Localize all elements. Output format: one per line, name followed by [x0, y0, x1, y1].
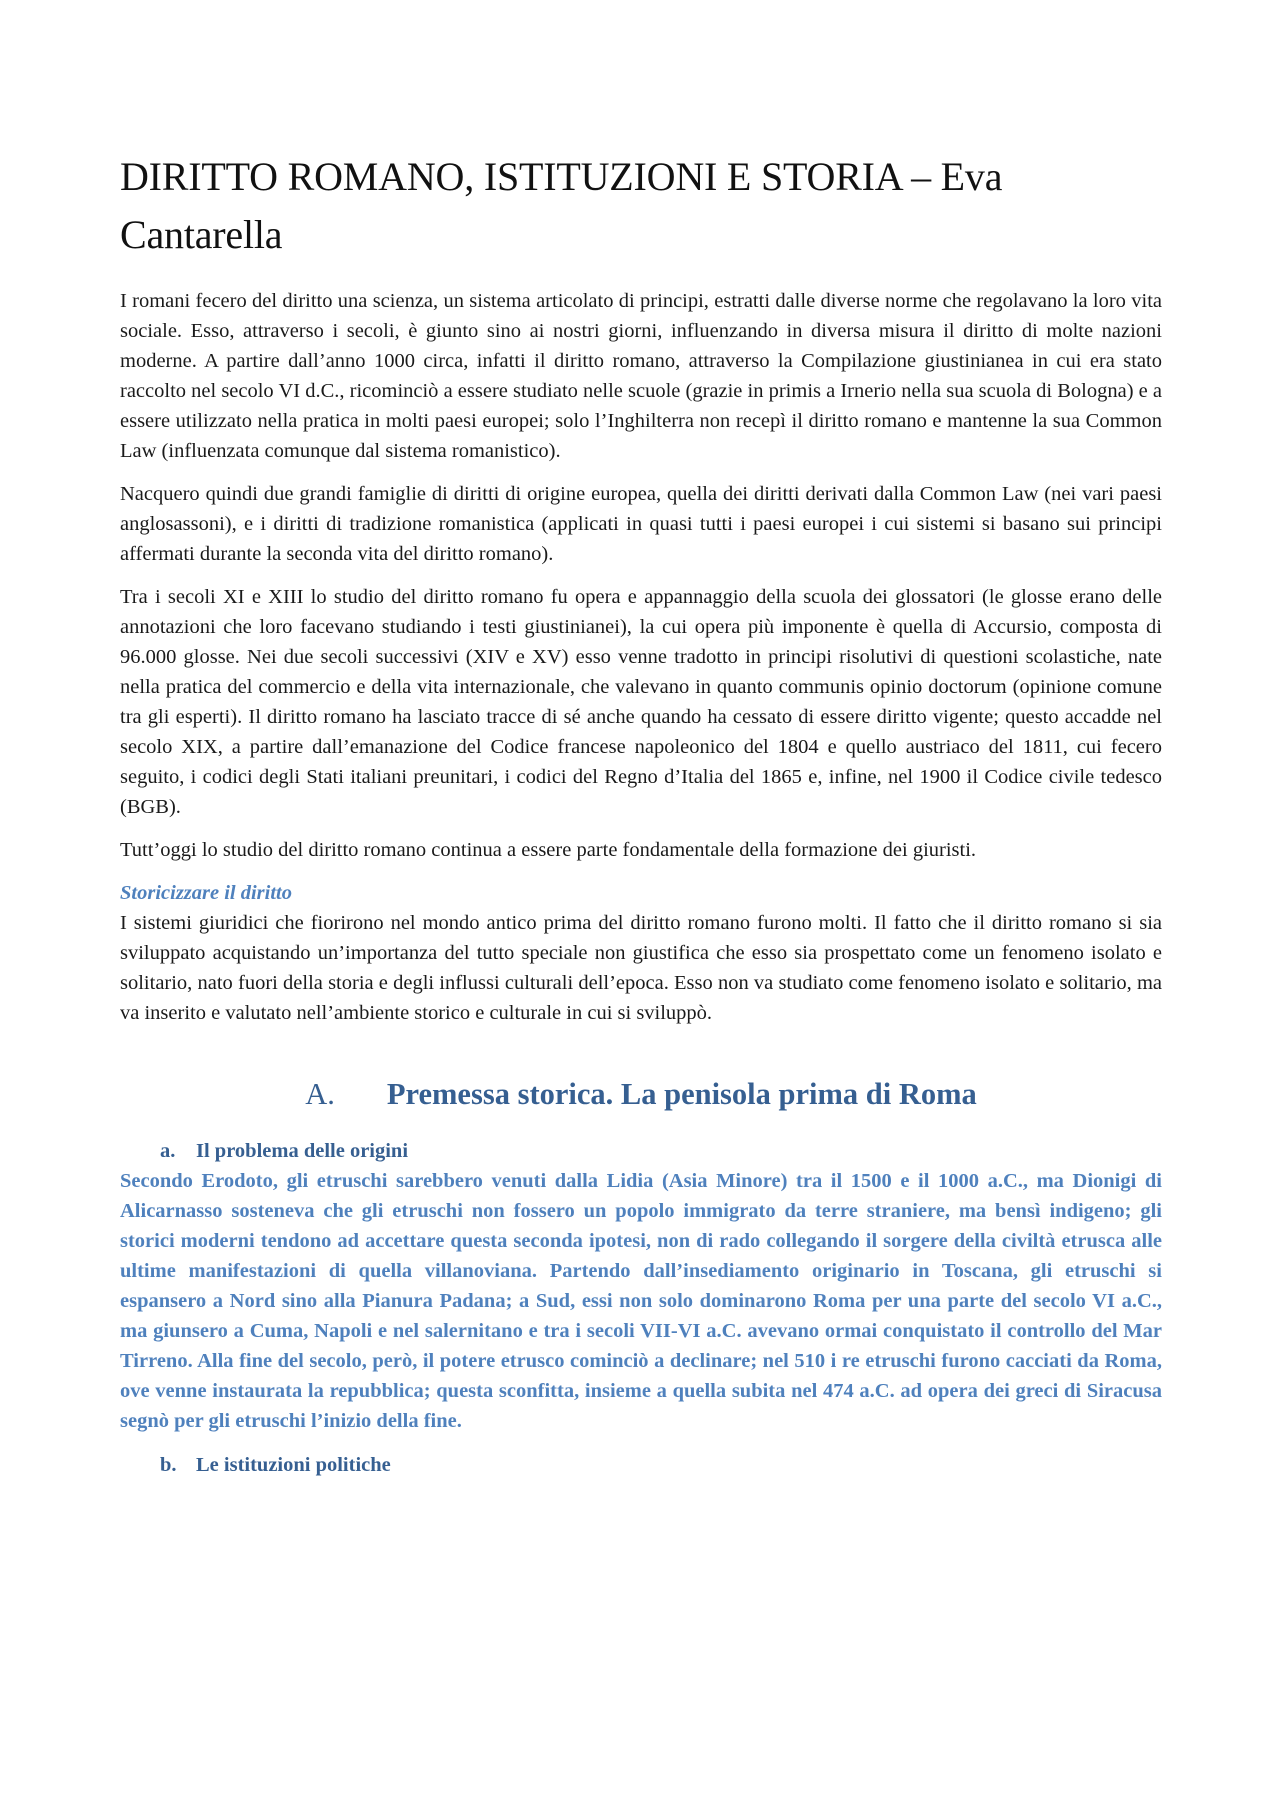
intro-paragraph-3: Tra i secoli XI e XIII lo studio del diritto romano fu opera e appannaggio della scuola dei glossatori (le glosse erano delle annotazioni che loro facevano studiando i testi giustinianei), la cui opera più imponente è quella di Accursio, composta di 96.000 glosse. Nei due secoli successivi (XIV e XV) esso venne tradotto in principi risolutivi di questioni scolastiche, nate nella pratica del commercio e della vita internazionale, che valevano in quanto communis opinio doctorum (opinione comune tra gli esperti). Il diritto romano ha lasciato tracce di sé anche quando ha cessato di essere diritto vigente; questo accadde nel secolo XIX, a partire dall’emanazione del Codice francese napoleonico del 1804 e quello austriaco del 1811, cui fecero seguito, i codici degli Stati italiani preunitari, i codici del Regno d’Italia del 1865 e, infine, nel 1900 il Codice civile tedesco (BGB). [120, 586, 1162, 818]
subsection-title: Il problema delle origini [196, 1140, 409, 1162]
document-title: DIRITTO ROMANO, ISTITUZIONI E STORIA – Eva Cantarella [120, 154, 1003, 257]
section-letter: A. [305, 1077, 335, 1111]
intro-paragraph-4: Tutt’oggi lo studio del diritto romano continua a essere parte fondamentale della formazione dei giuristi. [120, 839, 977, 861]
subsection-heading-b [120, 1450, 1162, 1480]
subsection-number: b. [160, 1454, 177, 1476]
origins-paragraph: Secondo Erodoto, gli etruschi sarebbero venuti dalla Lidia (Asia Minore) tra il 1500 e il 1000 a.C., ma Dionigi di Alicarnasso sosteneva che gli etruschi non fossero un popolo immigrato da terre straniere, ma bensì indigeno; gli storici moderni tendono ad accettare questa seconda ipotesi, non di rado collegando il sorgere della civiltà etrusca alle ultime manifestazioni di quella villanoviana. Partendo dall’insediamento originario in Toscana, gli etruschi si espansero a Nord sino alla Pianura Padana; a Sud, essi non solo dominarono Roma per una parte del secolo VI a.C., ma giunsero a Cuma, Napoli e nel salernitano e tra i secoli VII-VI a.C. avevano ormai conquistato il controllo del Mar Tirreno. Alla fine del secolo, però, il potere etrusco cominciò a declinare; nel 510 i re etruschi furono cacciati da Roma, ove venne instaurata la repubblica; questa sconfitta, insieme a quella subita nel 474 a.C. ad opera dei greci di Siracusa segnò per gli etruschi l’inizio della fine. [120, 1170, 1162, 1432]
section-title: Premessa storica. La penisola prima di Roma [386, 1077, 977, 1111]
intro-paragraph-1: I romani fecero del diritto una scienza, un sistema articolato di principi, estratti dalle diverse norme che regolavano la loro vita sociale. Esso, attraverso i secoli, è giunto sino ai nostri giorni, influenzando in diversa misura il diritto di molte nazioni moderne. A partire dall’anno 1000 circa, infatti il diritto romano, attraverso la Compilazione giustinianea in cui era stato raccolto nel secolo VI d.C., ricominciò a essere studiato nelle scuole (grazie in primis a Irnerio nella sua scuola di Bologna) e a essere utilizzato nella pratica in molti paesi europei; solo l’Inghilterra non recepì il diritto romano e mantenne la sua Common Law (influenzata comunque dal sistema romanistico). [120, 290, 1162, 462]
section-heading-a [120, 1072, 1162, 1116]
subsection-title: Le istituzioni politiche [196, 1454, 391, 1476]
intro-paragraph-2: Nacquero quindi due grandi famiglie di diritti di origine europea, quella dei diritti derivati dalla Common Law (nei vari paesi anglosassoni), e i diritti di tradizione romanistica (applicati in quasi tutti i paesi europei i cui sistemi si basano sui principi affermati durante la seconda vita del diritto romano). [120, 483, 1162, 565]
subheading-storicizzare: Storicizzare il diritto [120, 882, 292, 904]
subsection-number: a. [160, 1140, 176, 1162]
storicizzare-paragraph: I sistemi giuridici che fiorirono nel mondo antico prima del diritto romano furono molti. Il fatto che il diritto romano si sia sviluppato acquistando un’importanza del tutto speciale non giustifica che esso sia prospettato come un fenomeno isolato e solitario, nato fuori della storia e degli influssi culturali dell’epoca. Esso non va studiato come fenomeno isolato e solitario, ma va inserito e valutato nell’ambiente storico e culturale in cui si sviluppò. [120, 912, 1162, 1024]
subsection-heading-a [120, 1136, 1162, 1166]
